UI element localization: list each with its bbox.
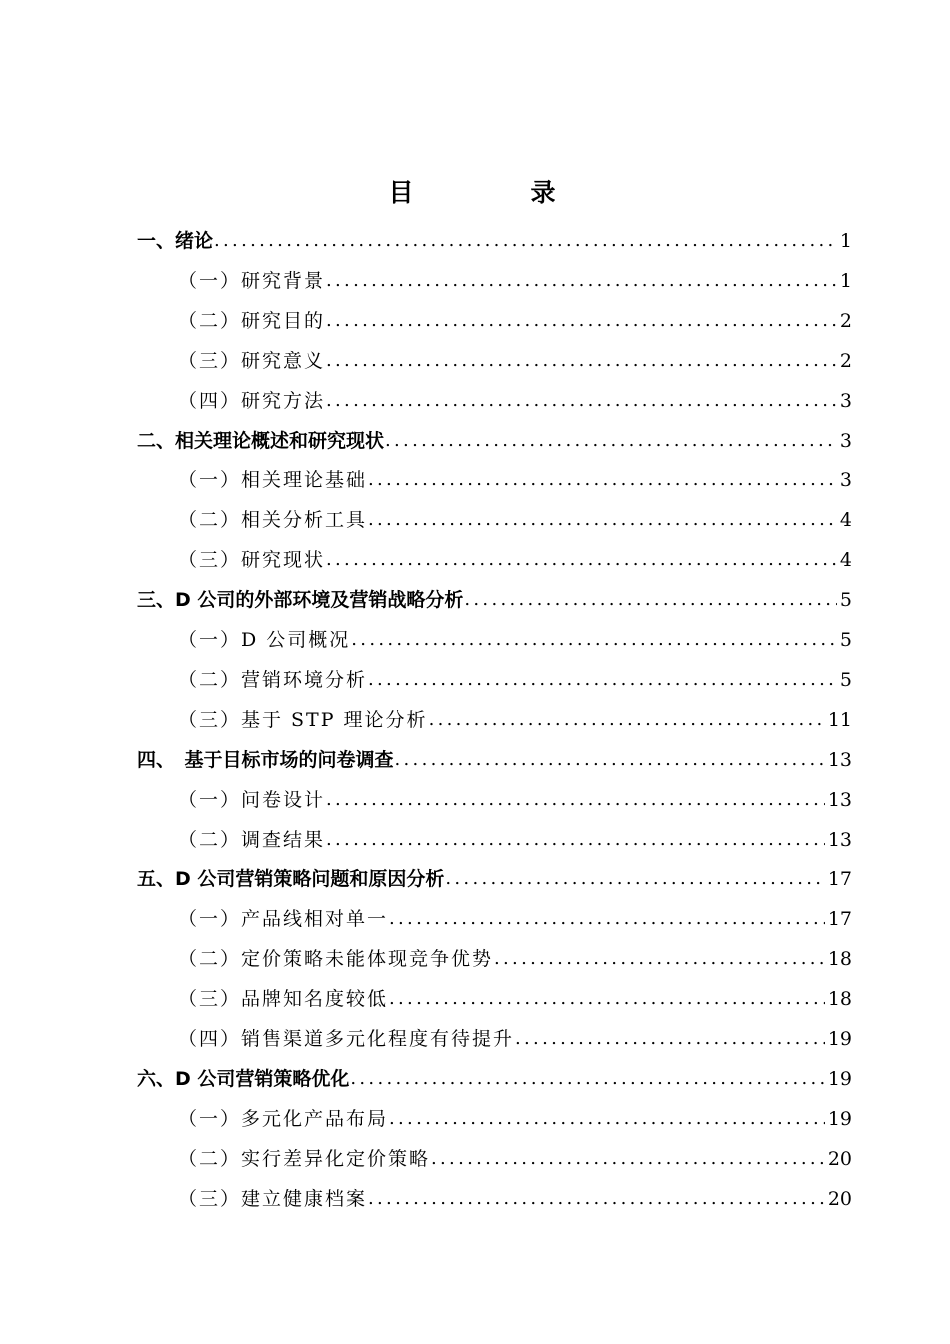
toc-entry-label: 三、D 公司的外部环境及营销战略分析 — [137, 589, 464, 612]
toc-page-number: 18 — [827, 988, 852, 1011]
toc-section-entry[interactable] — [178, 258, 852, 294]
toc-dot-leader — [368, 1186, 825, 1212]
toc-dot-leader — [494, 946, 825, 972]
toc-entry-label: （一）研究背景 — [178, 269, 326, 292]
toc-section-entry[interactable] — [178, 338, 852, 374]
toc-page-number: 3 — [839, 389, 852, 412]
toc-entry-label: （二）实行差异化定价策略 — [178, 1147, 431, 1170]
toc-page-number: 13 — [827, 788, 852, 811]
toc-entry-label: （三）基于 STP 理论分析 — [178, 708, 428, 731]
toc-page-number: 1 — [839, 269, 852, 292]
toc-entry-label: （二）调查结果 — [178, 828, 326, 851]
toc-entry-label: （一）产品线相对单一 — [178, 908, 389, 931]
toc-entry-label: （二）研究目的 — [178, 309, 326, 332]
toc-entry-label: 五、D 公司营销策略问题和原因分析 — [137, 868, 445, 891]
toc-page-number: 3 — [839, 469, 852, 492]
toc-dot-leader — [389, 986, 825, 1012]
toc-entry-label: 一、绪论 — [137, 230, 214, 252]
toc-entry-label: （四）销售渠道多元化程度有待提升 — [178, 1028, 515, 1050]
toc-chapter-entry[interactable] — [137, 218, 852, 254]
toc-page-number: 17 — [827, 868, 852, 891]
toc-section-entry[interactable] — [178, 777, 852, 813]
toc-section-entry[interactable] — [178, 657, 852, 693]
toc-dot-leader — [464, 587, 837, 613]
toc-dot-leader — [326, 787, 825, 813]
toc-section-entry[interactable] — [178, 537, 852, 573]
toc-entry-label: （一）多元化产品布局 — [178, 1107, 389, 1130]
toc-entry-label: （二）相关分析工具 — [178, 509, 368, 532]
toc-section-entry[interactable] — [178, 497, 852, 533]
toc-entry-label: （四）研究方法 — [178, 389, 326, 412]
toc-dot-leader — [214, 228, 837, 254]
toc-page-number: 3 — [839, 429, 852, 452]
toc-dot-leader — [326, 388, 837, 414]
toc-chapter-entry[interactable] — [137, 577, 852, 613]
toc-entry-label: （一）问卷设计 — [178, 788, 326, 811]
toc-page-number: 20 — [827, 1187, 852, 1210]
toc-page-number: 19 — [827, 1107, 852, 1130]
toc-dot-leader — [445, 866, 824, 892]
toc-section-entry[interactable] — [178, 617, 852, 653]
toc-section-entry[interactable] — [178, 697, 852, 733]
toc-entry-label: 四、 基于目标市场的问卷调查 — [137, 748, 394, 771]
toc-page-number: 19 — [827, 1067, 852, 1090]
toc-page-number: 5 — [839, 629, 852, 651]
toc-entry-label: （二）定价策略未能体现竞争优势 — [178, 948, 494, 971]
toc-dot-leader — [429, 707, 825, 733]
toc-page-number: 2 — [839, 349, 852, 372]
toc-chapter-entry[interactable] — [137, 418, 852, 454]
toc-page-number: 5 — [839, 589, 852, 612]
toc-section-entry[interactable] — [178, 1136, 852, 1172]
toc-section-entry[interactable] — [178, 1096, 852, 1132]
toc-page-number: 5 — [839, 668, 852, 691]
toc-dot-leader — [395, 747, 825, 773]
toc-page-number: 2 — [839, 309, 852, 332]
toc-dot-leader — [326, 308, 837, 334]
toc-page-number: 19 — [827, 1028, 852, 1050]
toc-page-number: 18 — [827, 948, 852, 971]
toc-dot-leader — [326, 268, 837, 294]
toc-page-number: 11 — [827, 708, 852, 731]
toc-section-entry[interactable] — [178, 896, 852, 932]
toc-dot-leader — [368, 507, 837, 533]
toc-dot-leader — [350, 1066, 824, 1092]
toc-dot-leader — [351, 627, 837, 653]
toc-entry-label: （三）品牌知名度较低 — [178, 988, 389, 1011]
toc-section-entry[interactable] — [178, 378, 852, 414]
toc-chapter-entry[interactable] — [137, 1056, 852, 1092]
toc-dot-leader — [389, 1106, 825, 1132]
toc-dot-leader — [368, 467, 837, 493]
toc-entry-label: （一）D 公司概况 — [178, 629, 351, 651]
toc-section-entry[interactable] — [178, 457, 852, 493]
toc-chapter-entry[interactable] — [137, 856, 852, 892]
toc-section-entry[interactable] — [178, 936, 852, 972]
toc-page-number: 4 — [839, 509, 852, 532]
toc-page-number: 20 — [827, 1147, 852, 1170]
toc-dot-leader — [326, 827, 825, 853]
toc-page-number: 1 — [839, 230, 852, 252]
toc-page-number: 4 — [839, 549, 852, 572]
toc-section-entry[interactable] — [178, 1016, 852, 1052]
toc-dot-leader — [389, 906, 825, 932]
toc-dot-leader — [515, 1026, 825, 1052]
toc-entry-label: 二、相关理论概述和研究现状 — [137, 429, 385, 452]
page-title: 目 录 — [388, 178, 602, 207]
toc-section-entry[interactable] — [178, 1176, 852, 1212]
toc-entry-label: （二）营销环境分析 — [178, 668, 368, 691]
toc-entry-label: 六、D 公司营销策略优化 — [137, 1067, 350, 1090]
toc-dot-leader — [431, 1146, 825, 1172]
toc-section-entry[interactable] — [178, 298, 852, 334]
toc-dot-leader — [326, 348, 837, 374]
toc-entry-label: （三）研究意义 — [178, 349, 326, 372]
toc-dot-leader — [385, 428, 837, 454]
toc-page-number: 17 — [827, 908, 852, 931]
toc-entry-label: （三）研究现状 — [178, 549, 326, 572]
toc-entry-label: （三）建立健康档案 — [178, 1187, 368, 1210]
toc-page-number: 13 — [827, 828, 852, 851]
toc-chapter-entry[interactable] — [137, 737, 852, 773]
toc-dot-leader — [326, 547, 837, 573]
toc-entry-label: （一）相关理论基础 — [178, 469, 368, 492]
toc-page-number: 13 — [827, 748, 852, 771]
toc-dot-leader — [368, 667, 837, 693]
toc-section-entry[interactable] — [178, 976, 852, 1012]
toc-section-entry[interactable] — [178, 817, 852, 853]
